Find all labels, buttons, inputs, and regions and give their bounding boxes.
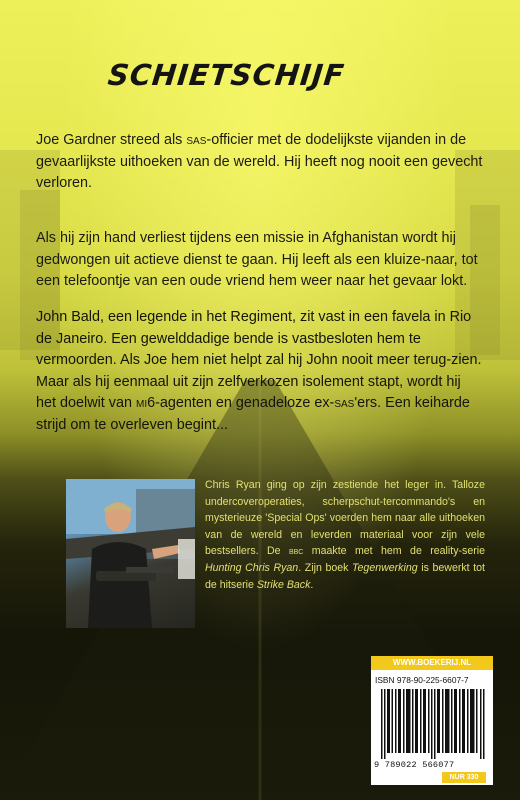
barcode-digits: 9 789022 566077: [374, 760, 455, 770]
blurb-paragraph-2: Als hij zijn hand verliest tijdens een missie in Afghanistan wordt hij gedwongen uit actieve dienst te gaan. Hij leeft als een kluize-naar, tot een telefoontje van een oude vriend hem weer naar het gevaar lokt.: [36, 230, 478, 289]
blurb-paragraph-3: John Bald, een legende in het Regiment, zit vast in een favela in Rio de Janeiro. Een gewelddadige bende is vastbesloten hem te vermoorden. Als Joe hem niet helpt zal hij John nooit meer terug-zien. Maar als hij eenmaal uit zijn zelfverkozen isolement stapt, wordt hij het doelwit van mi6-agenten en genadeloze ex-sas'ers. Een keiharde strijd om te overleven begint...: [36, 309, 482, 433]
isbn-label: ISBN 978-90-225-6607-7: [375, 675, 469, 685]
book-title: SCHIETSCHIJF: [106, 58, 347, 92]
barcode-panel: [371, 656, 493, 785]
author-photo: [66, 479, 195, 628]
author-photo-illustration: [66, 479, 195, 628]
barcode-bars: [381, 689, 485, 759]
publisher-url: WWW.BOEKERIJ.NL: [371, 656, 493, 670]
blurb-paragraph-1: Joe Gardner streed als sas-officier met de dodelijkste vijanden in de gevaarlijkste uithoeken van de wereld. Hij heeft nog nooit een gevecht verloren.: [36, 132, 483, 191]
nur-label: NUR 330: [442, 772, 486, 783]
author-bio: Chris Ryan ging op zijn zestiende het leger in. Talloze undercoveroperaties, scherpschut-tercommando's en mysterieuze 'Special Ops' voerden hem naar alle uithoeken van de wereld en leverden materiaal voor zijn vele bestsellers. De bbc maakte met hem de reality-serie Hunting Chris Ryan. Zijn boek Tegenwerking is bewerkt tot de hitserie Strike Back.: [205, 479, 485, 591]
